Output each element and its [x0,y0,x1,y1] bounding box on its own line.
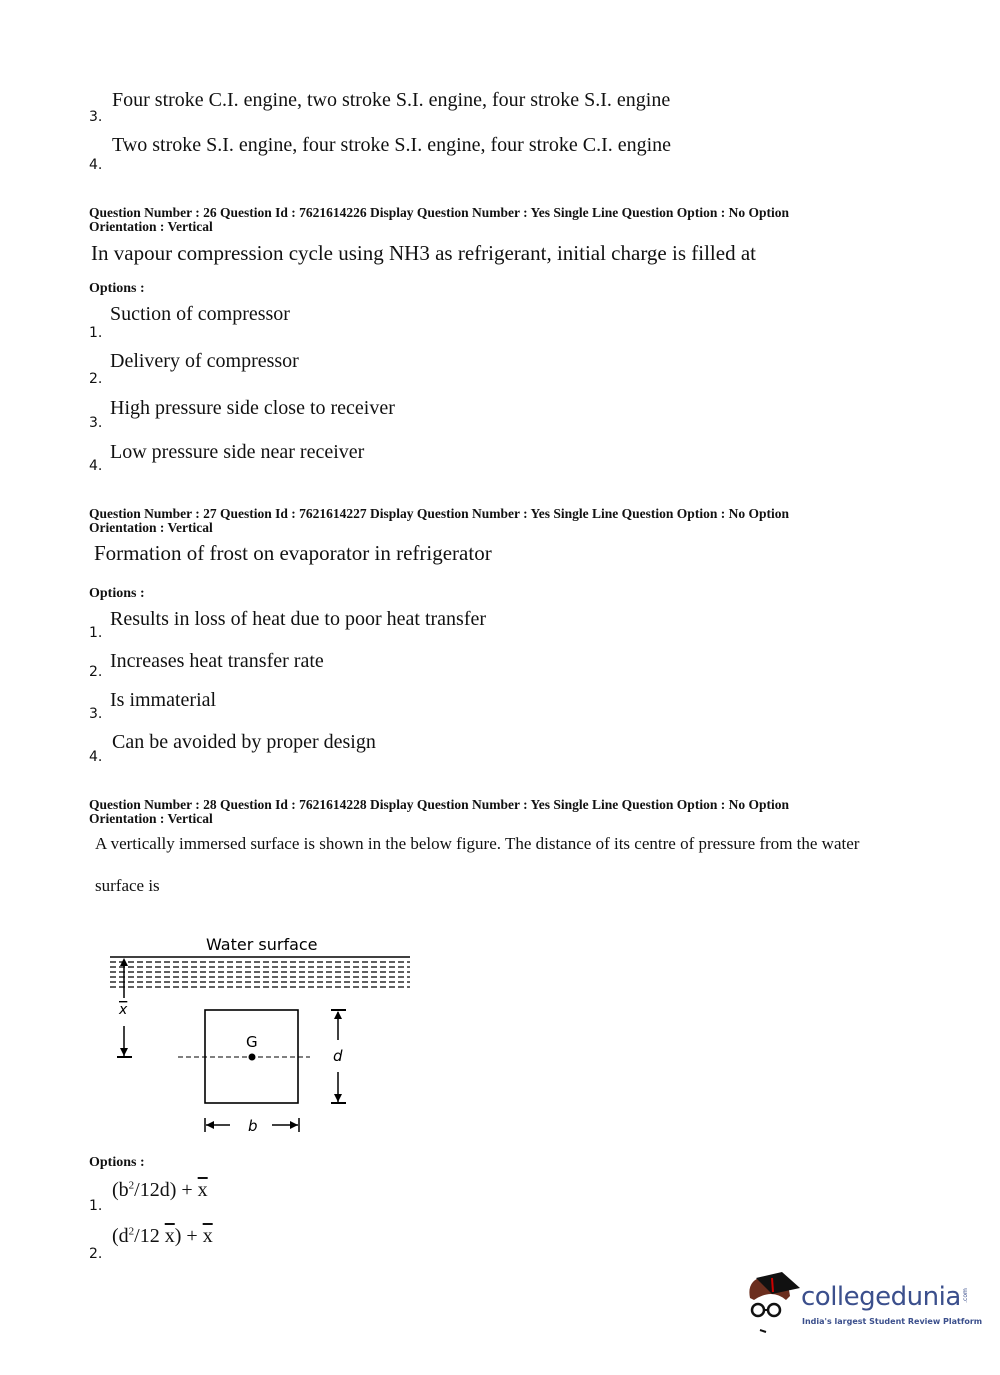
mascot-icon [742,1270,800,1336]
option-number: 2. [89,664,103,680]
question-text: Formation of frost on evaporator in refrigerator [94,541,492,565]
option-4: Can be avoided by proper design [112,731,376,753]
options-label: Options : [89,1155,145,1170]
prev-option-3: Four stroke C.I. engine, two stroke S.I. engine, four stroke S.I. engine [112,89,671,111]
xbar-label: x [119,1002,128,1018]
immersed-surface-figure [100,928,420,1138]
option-number: 4. [89,749,103,765]
question-meta: Question Number : 28 Question Id : 7621614228 Display Question Number : Yes Single Line Question Option : No Option [89,797,789,812]
option-2: Delivery of compressor [110,350,299,372]
option-number: 4. [89,458,103,474]
option-3: High pressure side close to receiver [110,397,395,419]
option-number: 1. [89,1198,103,1214]
centroid-label: G [246,1033,258,1051]
question-meta: Orientation : Vertical [89,811,213,826]
options-label: Options : [89,281,145,296]
option-number: 2. [89,1246,103,1262]
option-number: 3. [89,706,103,722]
option-number: 3. [89,415,103,431]
option-1: $(b^2/12d) + \overline{x}$ [112,1179,208,1201]
option-number: 1. [89,325,103,341]
question-text: A vertically immersed surface is shown in the below figure. The distance of its centre of pressure from the water [95,834,860,853]
breadth-label: b [248,1117,258,1135]
question-meta: Question Number : 26 Question Id : 7621614226 Display Question Number : Yes Single Line Question Option : No Option [89,205,789,220]
option-4: Low pressure side near receiver [110,441,365,463]
question-meta: Question Number : 27 Question Id : 7621614227 Display Question Number : Yes Single Line Question Option : No Option [89,506,789,521]
option-2: ($d^2/12$ $\overline{x}) + \overline{x}$ [112,1225,213,1247]
logo-tagline: India's largest Student Review Platform [802,1317,983,1326]
water-surface-label: Water surface [206,935,318,954]
option-number: 1. [89,625,103,641]
option-3: Is immaterial [110,689,217,711]
question-text-cont: surface is [95,876,160,895]
collegedunia-logo [742,1270,983,1340]
question-meta: Orientation : Vertical [89,219,213,234]
option-2: Increases heat transfer rate [110,650,324,672]
option-number: 4. [89,157,103,173]
options-label: Options : [89,586,145,601]
option-1: Suction of compressor [110,303,290,325]
logo-com: .com [961,1288,969,1303]
prev-option-4: Two stroke S.I. engine, four stroke S.I. engine, four stroke C.I. engine [112,134,672,156]
logo-name: collegedunia [801,1282,961,1312]
option-number: 3. [89,109,103,125]
question-text: In vapour compression cycle using NH3 as refrigerant, initial charge is filled at [91,241,756,265]
option-1: Results in loss of heat due to poor heat transfer [110,608,487,630]
option-number: 2. [89,371,103,387]
depth-label: d [333,1047,343,1065]
question-meta: Orientation : Vertical [89,520,213,535]
